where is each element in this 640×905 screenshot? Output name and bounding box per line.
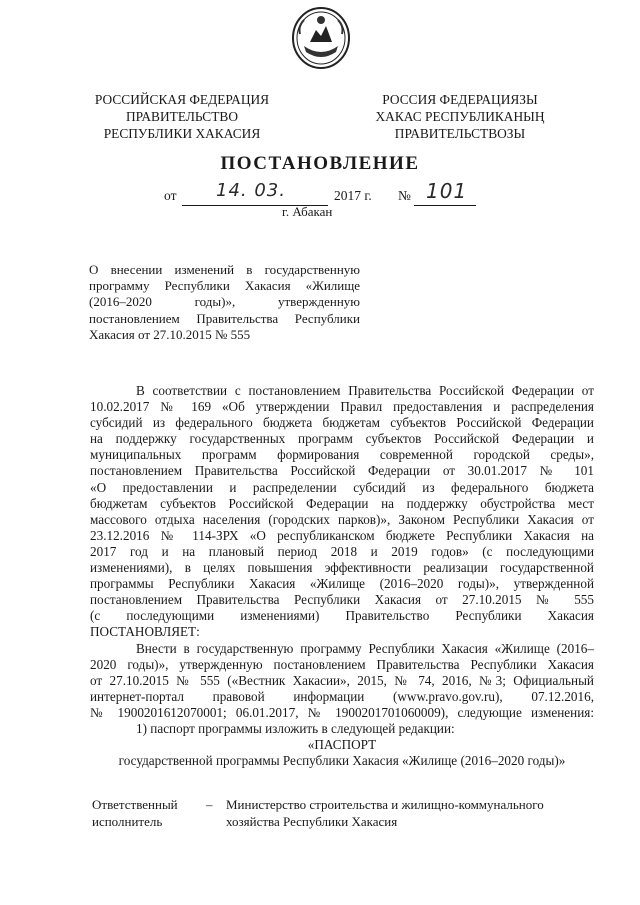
passport-value-line: хозяйства Республики Хакасия (226, 813, 398, 829)
passport-value-line: Министерство строительства и жилищно-коммунального (226, 797, 544, 812)
body-line: постановлением Правительства Российской Федерации от 30.01.2017 № 101 (90, 463, 594, 479)
passport-heading: «ПАСПОРТ (307, 737, 377, 753)
body-line: изменениями), в целях повышения эффективности реализации государственной (90, 560, 594, 576)
date-year: 2017 г. (334, 188, 372, 203)
coat-of-arms-emblem (290, 6, 352, 70)
body-line: № 1900201612070001; 06.01.2017, № 1900201701060009), следующие изменения: (90, 704, 594, 720)
body-line: бюджетам субъектов Российской Федерации на поддержку обустройства мест (90, 495, 594, 511)
header-left-line: РЕСПУБЛИКИ ХАКАСИЯ (103, 126, 261, 141)
body-line: (с последующими изменениями) Правительство Республики Хакасия (90, 608, 594, 624)
body-line: массового отдыха населения (городских парков)», Законом Республики Хакасия от (90, 511, 594, 527)
body-line: 2017 год и на плановый период 2018 и 2019 годов» (с последующими (90, 543, 594, 559)
body-line: постановлением Правительства Республики Хакасия от 27.10.2015 № 555 (90, 592, 594, 608)
number-sign: № (398, 188, 411, 203)
body-line: 1) паспорт программы изложить в следующей редакции: (136, 720, 455, 736)
subject-block (89, 262, 360, 343)
passport-subheading: государственной программы Республики Хакасия «Жилище (2016–2020 годы)» (118, 753, 566, 769)
handwritten-date: 14. 03. (216, 180, 286, 201)
header-right-line: ХАКАС РЕСПУБЛИКАНЫҢ (375, 109, 545, 124)
subject-line: постановлением Правительства Республики (89, 310, 360, 326)
body-text (90, 383, 594, 769)
handwritten-number: 101 (426, 179, 468, 203)
body-line: программы Республики Хакасия «Жилище (2016–2020 годы)», утвержденной (90, 576, 594, 592)
body-line: 23.12.2016 № 114-ЗРХ «О республиканском бюджете Республики Хакасия на (90, 527, 594, 543)
header-left-line: РОССИЙСКАЯ ФЕДЕРАЦИЯ (94, 92, 270, 107)
passport-label-line: Ответственный (92, 797, 178, 812)
header-right (350, 91, 570, 142)
header-left-line: ПРАВИТЕЛЬСТВО (125, 109, 238, 124)
document-title: ПОСТАНОВЛЕНИЕ (220, 153, 420, 174)
city: г. Абакан (282, 204, 333, 219)
body-line: Внести в государственную программу Республики Хакасия «Жилище (2016– (136, 640, 594, 656)
body-line: от 27.10.2015 № 555 («Вестник Хакасии», 2015, № 74, 2016, №3; Официальный (90, 672, 594, 688)
subject-line: О внесении изменений в государственную (89, 262, 360, 277)
header-right-line: РОССИЯ ФЕДЕРАЦИЯЗЫ (382, 92, 538, 107)
subject-line: (2016–2020 годы)», утвержденную (89, 294, 360, 310)
body-line: на поддержку государственных программ субъектов Российской Федерации и (90, 431, 594, 447)
passport-dash: – (206, 797, 213, 812)
date-prefix: от (164, 188, 177, 203)
number-underline (414, 204, 476, 206)
header-left (72, 91, 292, 142)
passport-row-label (92, 797, 212, 830)
header-right-line: ПРАВИТЕЛЬСТВОЗЫ (394, 126, 526, 141)
passport-label-line: исполнитель (92, 813, 163, 829)
body-line: 2020 годы)», утвержденную постановлением Правительства Республики Хакасия (90, 656, 594, 672)
body-line: «О предоставлении и распределении субсидий из федерального бюджета (90, 479, 594, 495)
body-line: В соответствии с постановлением Правительства Российской Федерации от (136, 383, 594, 398)
body-line: ПОСТАНОВЛЯЕТ: (90, 624, 200, 640)
body-line: интернет-портал правовой информации (www.pravo.gov.ru), 07.12.2016, (90, 688, 594, 704)
body-line: субсидий из федерального бюджета бюджетам субъектов Российской Федерации (90, 415, 594, 431)
subject-line: Хакасия от 27.10.2015 № 555 (89, 326, 251, 342)
body-line: 10.02.2017 № 169 «Об утверждении Правил предоставления и распределения (90, 399, 594, 415)
body-line: муниципальных программ формирования современной городской среды», (90, 447, 594, 463)
passport-row-value (226, 797, 606, 830)
subject-line: программу Республики Хакасия «Жилище (89, 278, 360, 294)
